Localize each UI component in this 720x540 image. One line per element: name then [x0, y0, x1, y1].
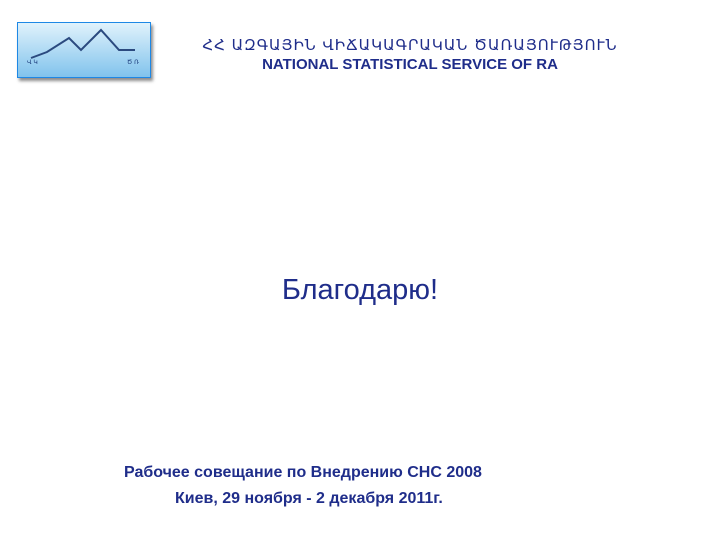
logo-graphic [17, 22, 151, 78]
event-date-location: Киев, 29 ноября - 2 декабря 2011г. [175, 490, 443, 507]
logo-left-letters: Վ Կ [27, 59, 38, 66]
english-title: NATIONAL STATISTICAL SERVICE OF RA [262, 56, 558, 73]
event-title: Рабочее совещание по Внедрению СНС 2008 [124, 464, 482, 481]
thanks-text: Благодарю! [281, 274, 439, 306]
nss-logo [17, 22, 151, 78]
logo-right-letters: Ծ Ռ [127, 59, 139, 66]
armenian-title: ՀՀ ԱԶԳԱՅԻՆ ՎԻՃԱԿԱԳՐԱԿԱՆ ԾԱՌԱՅՈՒԹՅՈՒՆ [202, 36, 618, 54]
